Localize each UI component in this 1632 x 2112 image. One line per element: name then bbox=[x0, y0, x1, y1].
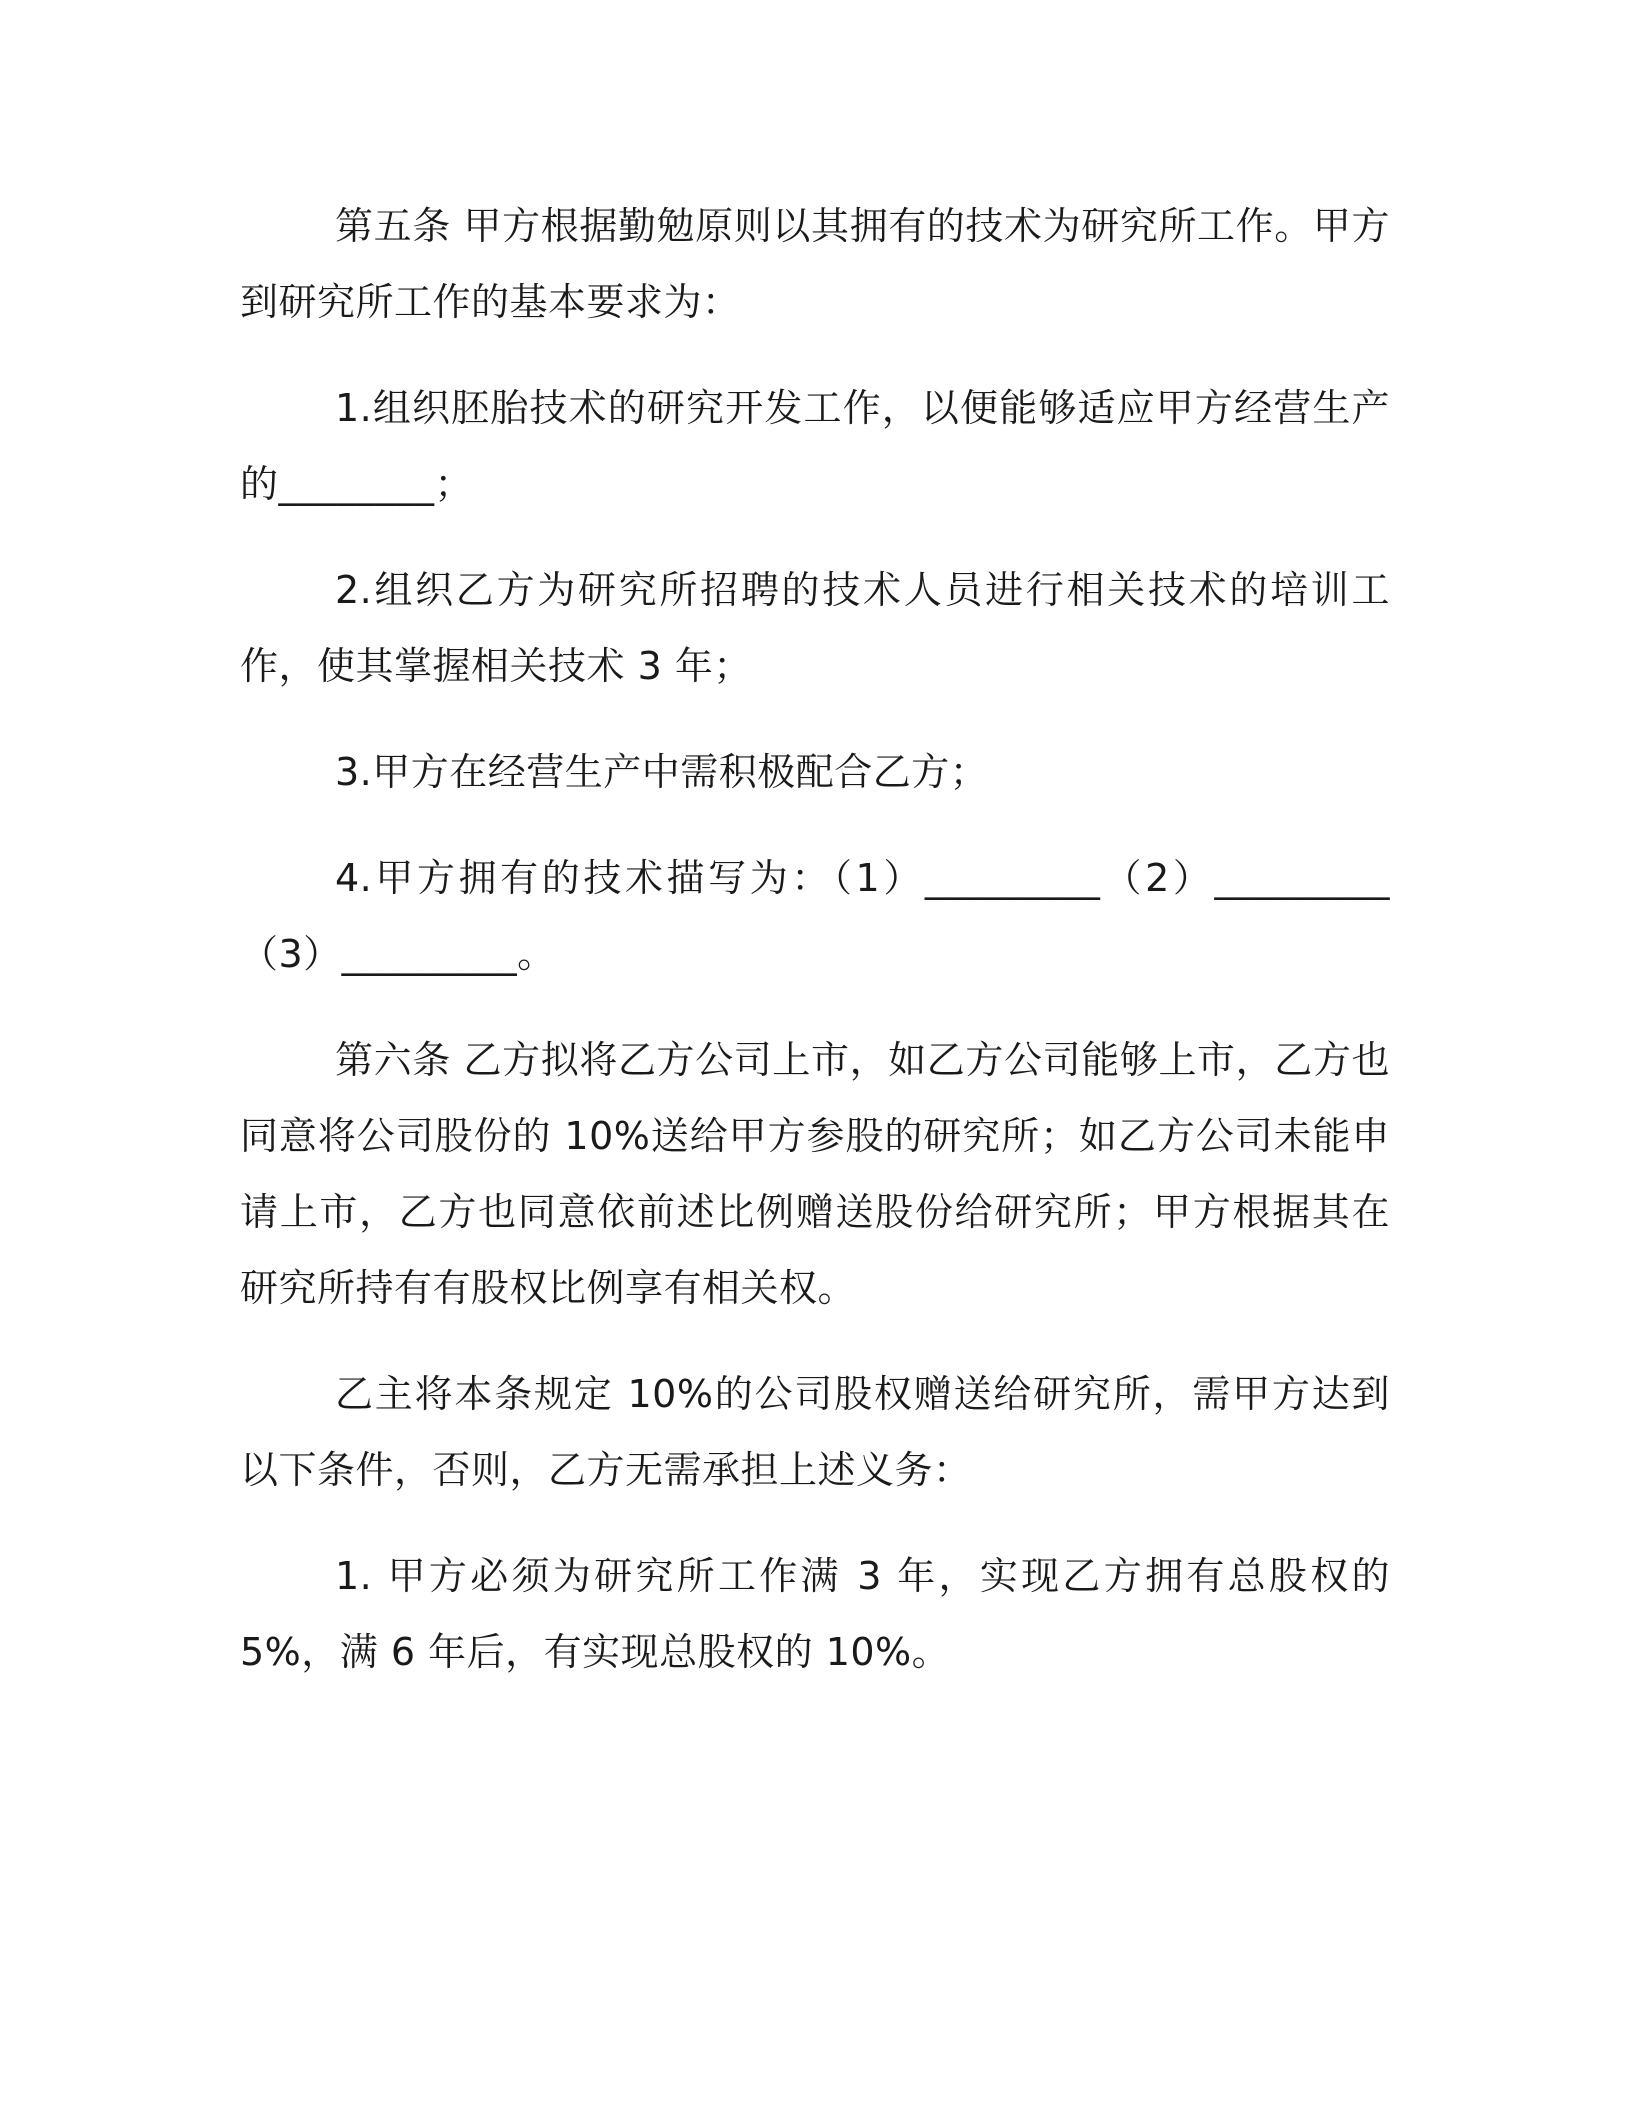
requirement-item-4: 4.甲方拥有的技术描写为：（1）_________（2）_________（3）_________。 bbox=[240, 856, 1390, 976]
conditions-intro-paragraph: 乙主将本条规定 10%的公司股权赠送给研究所，需甲方达到以下条件，否则，乙方无需承担上述义务： bbox=[240, 1372, 1390, 1492]
document-body bbox=[240, 188, 1390, 1720]
requirement-item-3: 3.甲方在经营生产中需积极配合乙方； bbox=[335, 750, 989, 794]
condition-item-1: 1. 甲方必须为研究所工作满 3 年，实现乙方拥有总股权的 5%，满 6 年后，有实现总股权的 10%。 bbox=[240, 1554, 1390, 1674]
requirement-item-2: 2.组织乙方为研究所招聘的技术人员进行相关技术的培训工作，使其掌握相关技术 3 年； bbox=[240, 568, 1390, 688]
article-six-paragraph: 第六条 乙方拟将乙方公司上市，如乙方公司能够上市，乙方也同意将公司股份的 10%送给甲方参股的研究所；如乙方公司未能申请上市，乙方也同意依前述比例赠送股份给研究所；甲方根据其在研究所持有有股权比例享有相关权。 bbox=[240, 1038, 1390, 1310]
requirement-item-1: 1.组织胚胎技术的研究开发工作，以便能够适应甲方经营生产的________； bbox=[240, 386, 1390, 506]
article-five-paragraph: 第五条 甲方根据勤勉原则以其拥有的技术为研究所工作。甲方到研究所工作的基本要求为： bbox=[240, 204, 1390, 324]
